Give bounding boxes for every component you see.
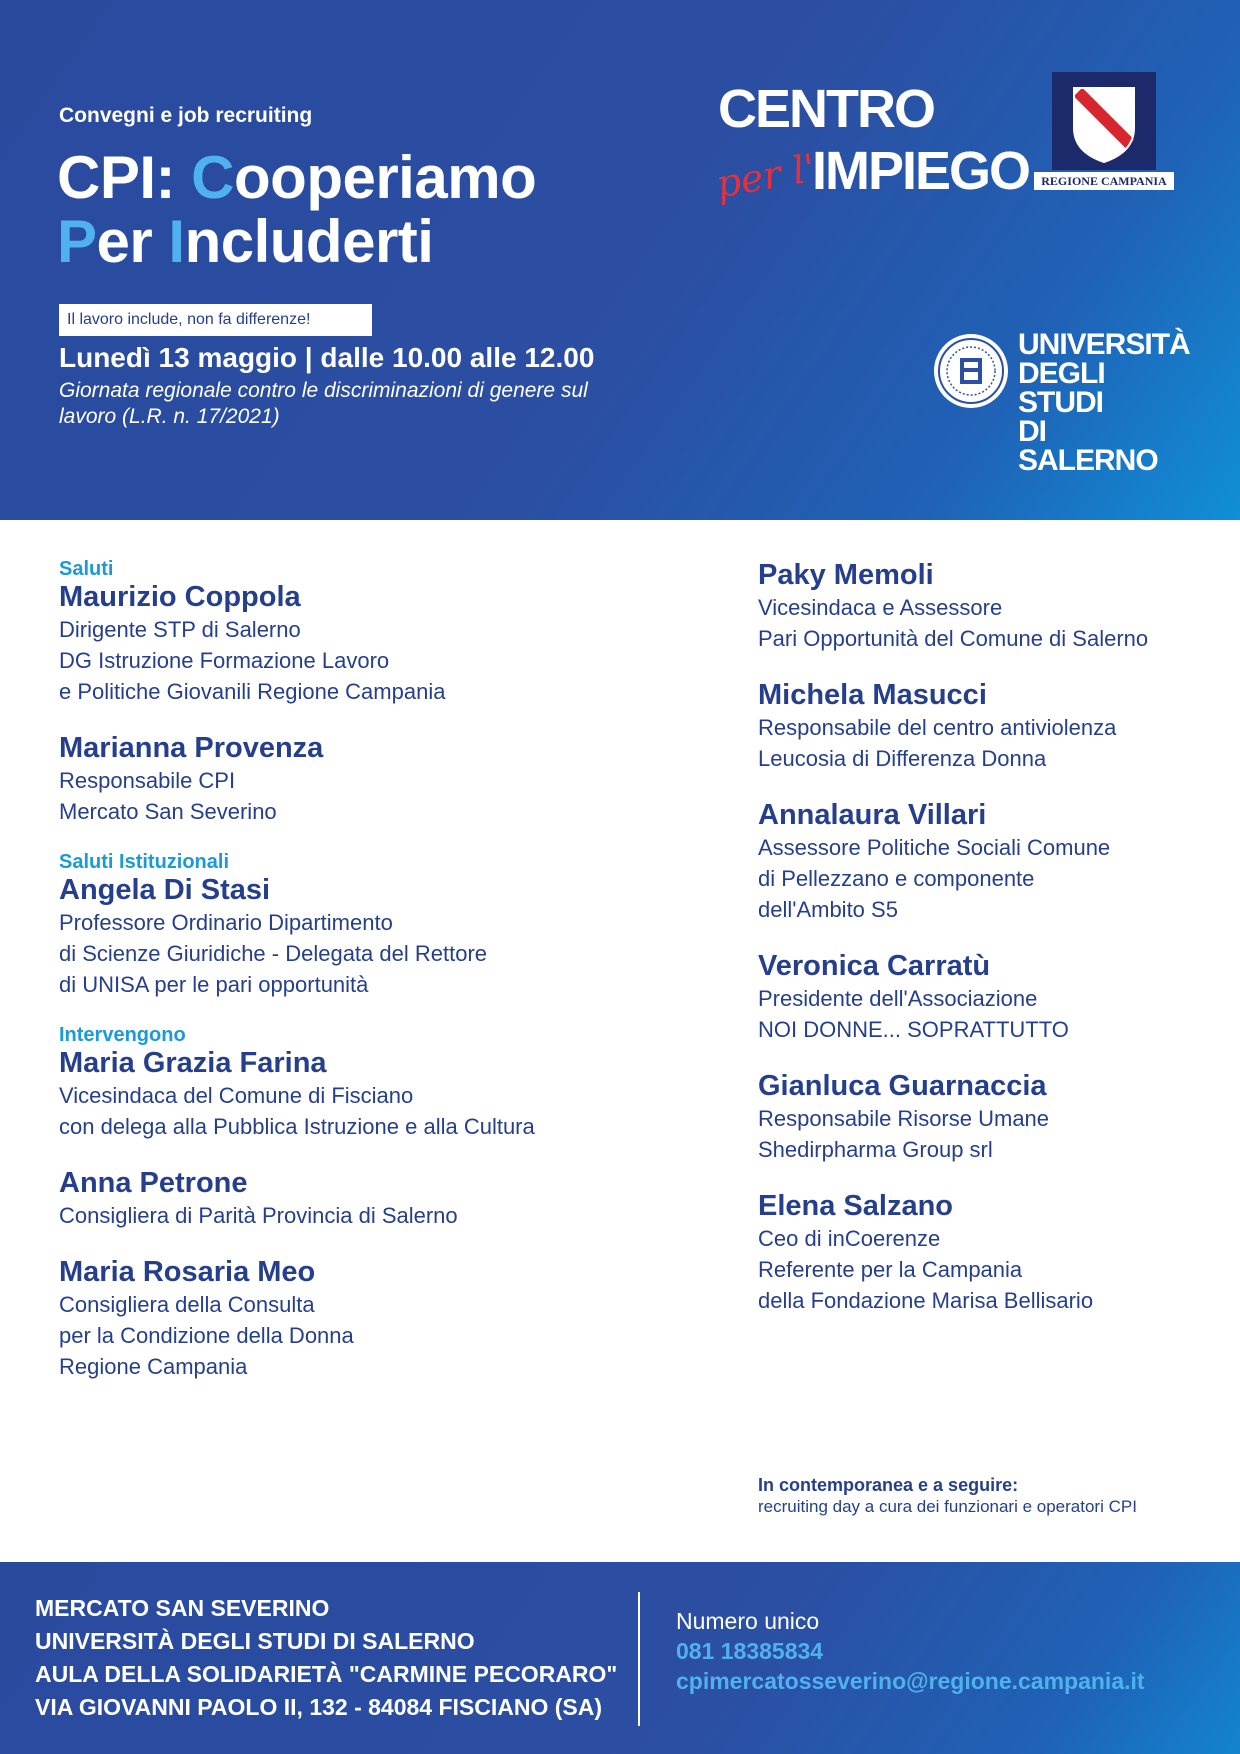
- speaker-name: Anna Petrone: [59, 1167, 248, 1199]
- speaker-role: Consigliera della Consulta: [59, 1292, 315, 1317]
- speaker-role: Dirigente STP di Salerno: [59, 617, 301, 642]
- speaker-role: Assessore Politiche Sociali Comune: [758, 835, 1111, 860]
- cpi-logo-line1: CENTRO: [718, 79, 934, 139]
- speaker-role: Professore Ordinario Dipartimento: [59, 910, 393, 935]
- footer-divider: [638, 1592, 640, 1726]
- section-label: Saluti: [59, 558, 114, 580]
- unisa-logo: [932, 328, 1192, 477]
- speaker-role: per la Condizione della Donna: [59, 1323, 354, 1348]
- speaker-entry: [758, 949, 1228, 1045]
- speaker-role: Vicesindaca e Assessore: [758, 595, 1003, 620]
- speaker-name: Michela Masucci: [758, 679, 987, 711]
- speaker-role: Referente per la Campania: [758, 1257, 1023, 1282]
- unisa-seal-icon: [932, 332, 1010, 410]
- contact-info: [676, 1606, 1145, 1696]
- speaker-entry: [59, 1255, 699, 1382]
- speaker-role: Ceo di inCoerenze: [758, 1226, 941, 1251]
- speakers-right-column: [758, 558, 1228, 1340]
- event-kicker: Convegni e job recruiting: [59, 104, 313, 127]
- speaker-entry: [758, 1189, 1228, 1316]
- speaker-role: della Fondazione Marisa Bellisario: [758, 1288, 1094, 1313]
- speaker-name: Maria Rosaria Meo: [59, 1256, 316, 1288]
- speaker-role: Consigliera di Parità Provincia di Salerno: [59, 1203, 458, 1228]
- speaker-entry: [758, 558, 1228, 654]
- email-link[interactable]: cpimercatosseverino@regione.campania.it: [676, 1668, 1145, 1694]
- speaker-entry: [758, 798, 1228, 925]
- speaker-name: Gianluca Guarnaccia: [758, 1070, 1047, 1102]
- speaker-name: Angela Di Stasi: [59, 874, 271, 906]
- phone-number[interactable]: 081 18385834: [676, 1638, 824, 1664]
- speaker-role: Leucosia di Differenza Donna: [758, 746, 1047, 771]
- speaker-role: dell'Ambito S5: [758, 897, 898, 922]
- event-subnote: Giornata regionale contro le discriminazioni di genere sul lavoro (L.R. n. 17/2021): [59, 379, 588, 428]
- speaker-name: Annalaura Villari: [758, 799, 987, 831]
- header-banner: [0, 0, 1240, 520]
- event-date: Lunedì 13 maggio | dalle 10.00 alle 12.00: [59, 342, 595, 373]
- speaker-role: Shedirpharma Group srl: [758, 1137, 993, 1162]
- cpi-logo-line2: IMPIEGO: [812, 141, 1030, 201]
- speaker-name: Maurizio Coppola: [59, 581, 301, 613]
- speaker-role: Pari Opportunità del Comune di Salerno: [758, 626, 1149, 651]
- event-title: CPI: Cooperiamo Per Includerti: [57, 144, 537, 275]
- centro-impiego-logo: [712, 74, 1030, 207]
- speaker-entry: [59, 1024, 699, 1142]
- speaker-entry: [59, 558, 699, 707]
- speaker-role: DG Istruzione Formazione Lavoro: [59, 648, 390, 673]
- speaker-role: Responsabile CPI: [59, 768, 236, 793]
- speaker-name: Veronica Carratù: [758, 950, 991, 982]
- speaker-role: Responsabile Risorse Umane: [758, 1106, 1050, 1131]
- speaker-role: di Pellezzano e componente: [758, 866, 1035, 891]
- regione-label: REGIONE CAMPANIA: [1034, 172, 1174, 190]
- speaker-name: Paky Memoli: [758, 559, 934, 591]
- speaker-role: Presidente dell'Associazione: [758, 986, 1038, 1011]
- speaker-role: Responsabile del centro antiviolenza: [758, 715, 1117, 740]
- speaker-entry: [758, 1069, 1228, 1165]
- speaker-role: di UNISA per le pari opportunità: [59, 972, 369, 997]
- regione-shield-icon: [1052, 72, 1156, 170]
- speaker-role: Mercato San Severino: [59, 799, 277, 824]
- speakers-left-column: [59, 558, 699, 1406]
- speaker-entry: [59, 1166, 699, 1231]
- venue-address: MERCATO SAN SEVERINO UNIVERSITÀ DEGLI STUDI DI SALERNO AULA DELLA SOLIDARIETÀ "CARMINE PECORARO" VIA GIOVANNI PAOLO II, 132 - 84084 FISCIANO (SA): [35, 1595, 618, 1720]
- section-label: Intervengono: [59, 1024, 186, 1046]
- speaker-name: Elena Salzano: [758, 1190, 954, 1222]
- speaker-entry: [59, 731, 699, 827]
- cpi-logo-script: per l': [712, 145, 819, 207]
- footer-banner: [0, 1562, 1240, 1754]
- speaker-role: di Scienze Giuridiche - Delegata del Rettore: [59, 941, 488, 966]
- phone-label: Numero unico: [676, 1608, 820, 1634]
- speaker-role: Vicesindaca del Comune di Fisciano: [59, 1083, 414, 1108]
- speaker-role: e Politiche Giovanili Regione Campania: [59, 679, 446, 704]
- speaker-role: Regione Campania: [59, 1354, 248, 1379]
- section-label: Saluti Istituzionali: [59, 851, 230, 873]
- speaker-role: NOI DONNE... SOPRATTUTTO: [758, 1017, 1069, 1042]
- unisa-name: UNIVERSITÀ DEGLI STUDI DI SALERNO: [1018, 328, 1190, 477]
- regione-campania-logo: [1034, 72, 1174, 198]
- speaker-name: Marianna Provenza: [59, 732, 324, 764]
- speaker-entry: [59, 851, 699, 1000]
- recruiting-note: In contemporanea e a seguire: recruiting day a cura dei funzionari e operatori CPI: [758, 1475, 1137, 1516]
- speaker-role: con delega alla Pubblica Istruzione e alla Cultura: [59, 1114, 535, 1139]
- speaker-entry: [758, 678, 1228, 774]
- speaker-name: Maria Grazia Farina: [59, 1047, 327, 1079]
- tagline-badge: Il lavoro include, non fa differenze!: [59, 304, 372, 336]
